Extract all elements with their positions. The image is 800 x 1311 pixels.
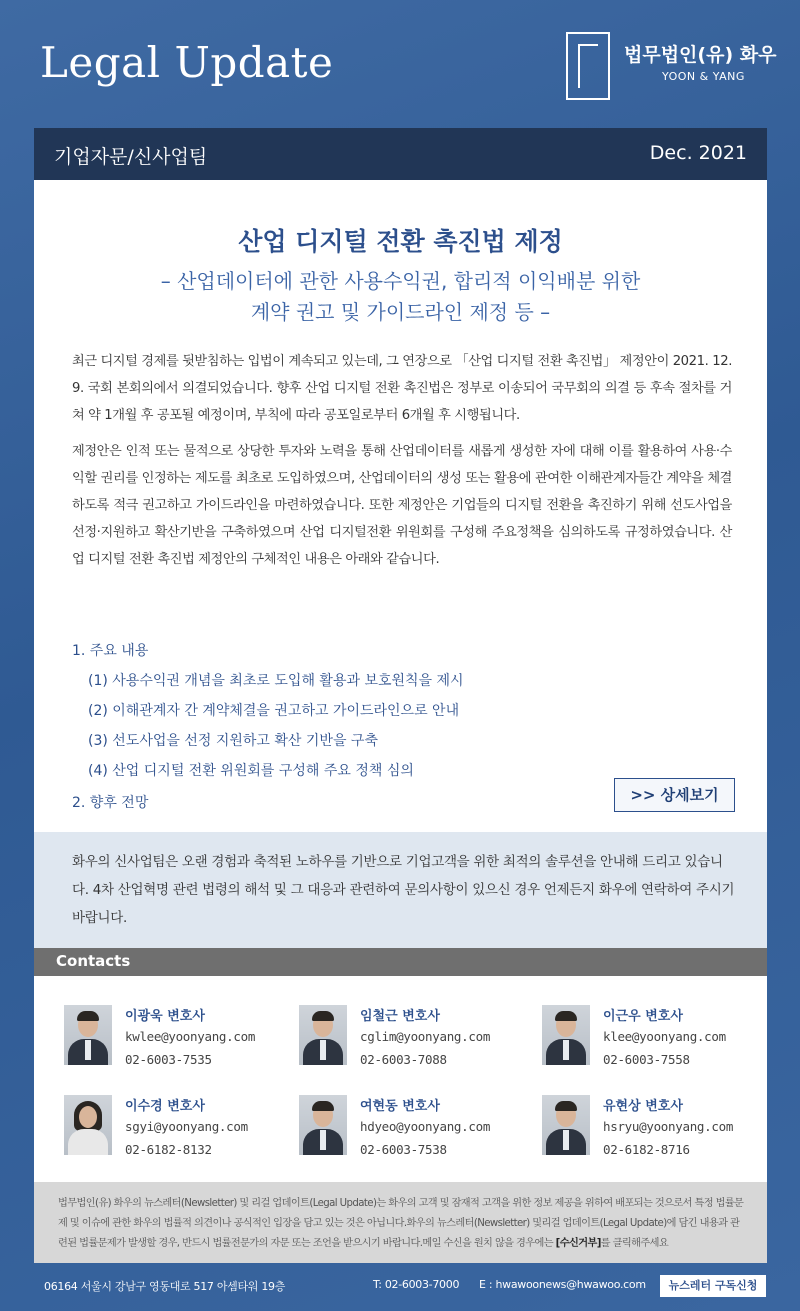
- team-band: [34, 128, 767, 180]
- footer: [0, 1263, 800, 1311]
- toc-section-2[interactable]: 2. 향후 전망: [72, 795, 149, 811]
- article-subtitle: [34, 266, 767, 328]
- contacts-header: [34, 948, 767, 976]
- view-details-button[interactable]: >> 상세보기: [614, 778, 735, 812]
- firm-logo[interactable]: [566, 32, 777, 100]
- contact-name: 유현상 변호사: [603, 1099, 683, 1114]
- logo-mark-icon: [566, 32, 610, 100]
- footer-email[interactable]: E : hwawoonews@hwawoo.com: [479, 1278, 646, 1291]
- contact-email[interactable]: cglim@yoonyang.com: [360, 1029, 491, 1044]
- contact-name: 여현동 변호사: [360, 1099, 440, 1114]
- contact-card: [542, 1005, 762, 1075]
- lawyer-photo: [64, 1005, 112, 1065]
- header: [0, 0, 800, 128]
- newsletter-title: Legal Update: [40, 38, 334, 87]
- contact-phone: 02-6003-7535: [125, 1052, 212, 1067]
- contact-phone: 02-6182-8132: [125, 1142, 212, 1157]
- disclaimer-tail: 를 클릭해주세요: [600, 1238, 669, 1249]
- toc-section-1[interactable]: 1. 주요 내용: [72, 643, 149, 659]
- issue-date: Dec. 2021: [649, 142, 747, 164]
- contact-email[interactable]: klee@yoonyang.com: [603, 1029, 726, 1044]
- disclaimer-text: [58, 1194, 748, 1254]
- subtitle-line-2: 계약 권고 및 가이드라인 제정 등 –: [250, 300, 551, 324]
- content-card: [34, 180, 767, 1263]
- team-note-text: 화우의 신사업팀은 오랜 경험과 축적된 노하우를 기반으로 기업고객을 위한 최적의 솔루션을 안내해 드리고 있습니다. 4차 산업혁명 관련 법령의 해석 및 그 대응과 관련하여 문의사항이 있으신 경우 언제든지 화우에 연락하여 주시기 바랍니다.: [72, 854, 735, 926]
- contact-phone: 02-6182-8716: [603, 1142, 690, 1157]
- lawyer-photo: [64, 1095, 112, 1155]
- contacts-label: Contacts: [56, 952, 131, 970]
- contact-card: [64, 1005, 284, 1075]
- contact-name: 이근우 변호사: [603, 1009, 683, 1024]
- contact-email[interactable]: hsryu@yoonyang.com: [603, 1119, 734, 1134]
- contact-phone: 02-6003-7558: [603, 1052, 690, 1067]
- footer-address: 06164 서울시 강남구 영동대로 517 아셈타워 19층: [44, 1280, 286, 1293]
- contact-card: [299, 1005, 519, 1075]
- contact-card: [64, 1095, 284, 1165]
- contact-name: 이수경 변호사: [125, 1099, 205, 1114]
- contact-card: [542, 1095, 762, 1165]
- footer-phone: T: 02-6003-7000: [373, 1278, 460, 1291]
- article-title: 산업 디지털 전환 촉진법 제정: [238, 227, 563, 256]
- toc-item[interactable]: (4) 산업 디지털 전환 위원회를 구성해 주요 정책 심의: [88, 763, 414, 779]
- disclaimer-body: 법무법인(유) 화우의 뉴스레터(Newsletter) 및 리걸 업데이트(Legal Update)는 화우의 고객 및 잠재적 고객을 위한 정보 제공을 위하여 배포되는 것으로서 특정 법률문제 및 이슈에 관한 화우의 법률적 의견이나 공식적인 입장을 담고 있는 것은 아닙니다.화우의 뉴스레터(Newsletter) 및리걸 업데이트(Legal Update)에 담긴 내용과 관련된 법률문제가 발생할 경우, 반드시 법률전문가의 자문 또는 조언을 받으시기 바랍니다.메일 수신을 원치 않을 경우에는: [58, 1198, 744, 1249]
- disclaimer: [34, 1182, 767, 1263]
- contact-email[interactable]: sgyi@yoonyang.com: [125, 1119, 248, 1134]
- lawyer-photo: [299, 1095, 347, 1155]
- paragraph-2: 제정안은 인적 또는 물적으로 상당한 투자와 노력을 통해 산업데이터를 새롭게 생성한 자에 대해 이를 활용하여 사용·수익할 권리를 인정하는 제도를 최초로 도입하였으며, 산업데이터의 생성 또는 활용에 관여한 이해관계자들간 계약을 체결하도록 적극 권고하고 가이드라인을 마련하였습니다. 또한 제정안은 기업들의 디지털 전환을 촉진하기 위해 선도사업을 선정·지원하고 확산기반을 구축하였으며 산업 디지털전환 위원회를 구성해 주요정책을 심의하도록 규정하였습니다. 산업 디지털 전환 촉진법 제정안의 구체적인 내용은 아래와 같습니다.: [72, 444, 732, 567]
- lawyer-photo: [542, 1005, 590, 1065]
- newsletter-subscribe-button[interactable]: 뉴스레터 구독신청: [660, 1275, 766, 1297]
- subtitle-line-1: – 산업데이터에 관한 사용수익권, 합리적 이익배분 위한: [160, 269, 641, 293]
- logo-korean-name: 법무법인(유) 화우: [624, 44, 777, 66]
- team-name: 기업자문/신사업팀: [54, 146, 208, 168]
- lawyer-photo: [299, 1005, 347, 1065]
- team-note: [34, 832, 767, 948]
- contact-name: 이광욱 변호사: [125, 1009, 205, 1024]
- contact-email[interactable]: hdyeo@yoonyang.com: [360, 1119, 491, 1134]
- toc-item[interactable]: (3) 선도사업을 선정 지원하고 확산 기반을 구축: [88, 733, 378, 749]
- contact-phone: 02-6003-7538: [360, 1142, 447, 1157]
- paragraph-1: 최근 디지털 경제를 뒷받침하는 입법이 계속되고 있는데, 그 연장으로 「산업 디지털 전환 촉진법」 제정안이 2021. 12. 9. 국회 본회의에서 의결되었습니다. 향후 산업 디지털 전환 촉진법은 정부로 이송되어 국무회의 의결 등 후속 절차를 거쳐 약 1개월 후 공포될 예정이며, 부칙에 따라 공포일로부터 6개월 후 시행됩니다.: [72, 354, 733, 423]
- logo-english-name: YOON & YANG: [662, 70, 745, 83]
- toc-item[interactable]: (2) 이해관계자 간 계약체결을 권고하고 가이드라인으로 안내: [88, 703, 460, 719]
- toc-item[interactable]: (1) 사용수익권 개념을 최초로 도입해 활용과 보호원칙을 제시: [88, 673, 464, 689]
- lawyer-photo: [542, 1095, 590, 1155]
- contact-card: [299, 1095, 519, 1165]
- contact-phone: 02-6003-7088: [360, 1052, 447, 1067]
- contact-email[interactable]: kwlee@yoonyang.com: [125, 1029, 256, 1044]
- unsubscribe-link[interactable]: [수신거부]: [555, 1238, 601, 1249]
- contact-name: 임철근 변호사: [360, 1009, 440, 1024]
